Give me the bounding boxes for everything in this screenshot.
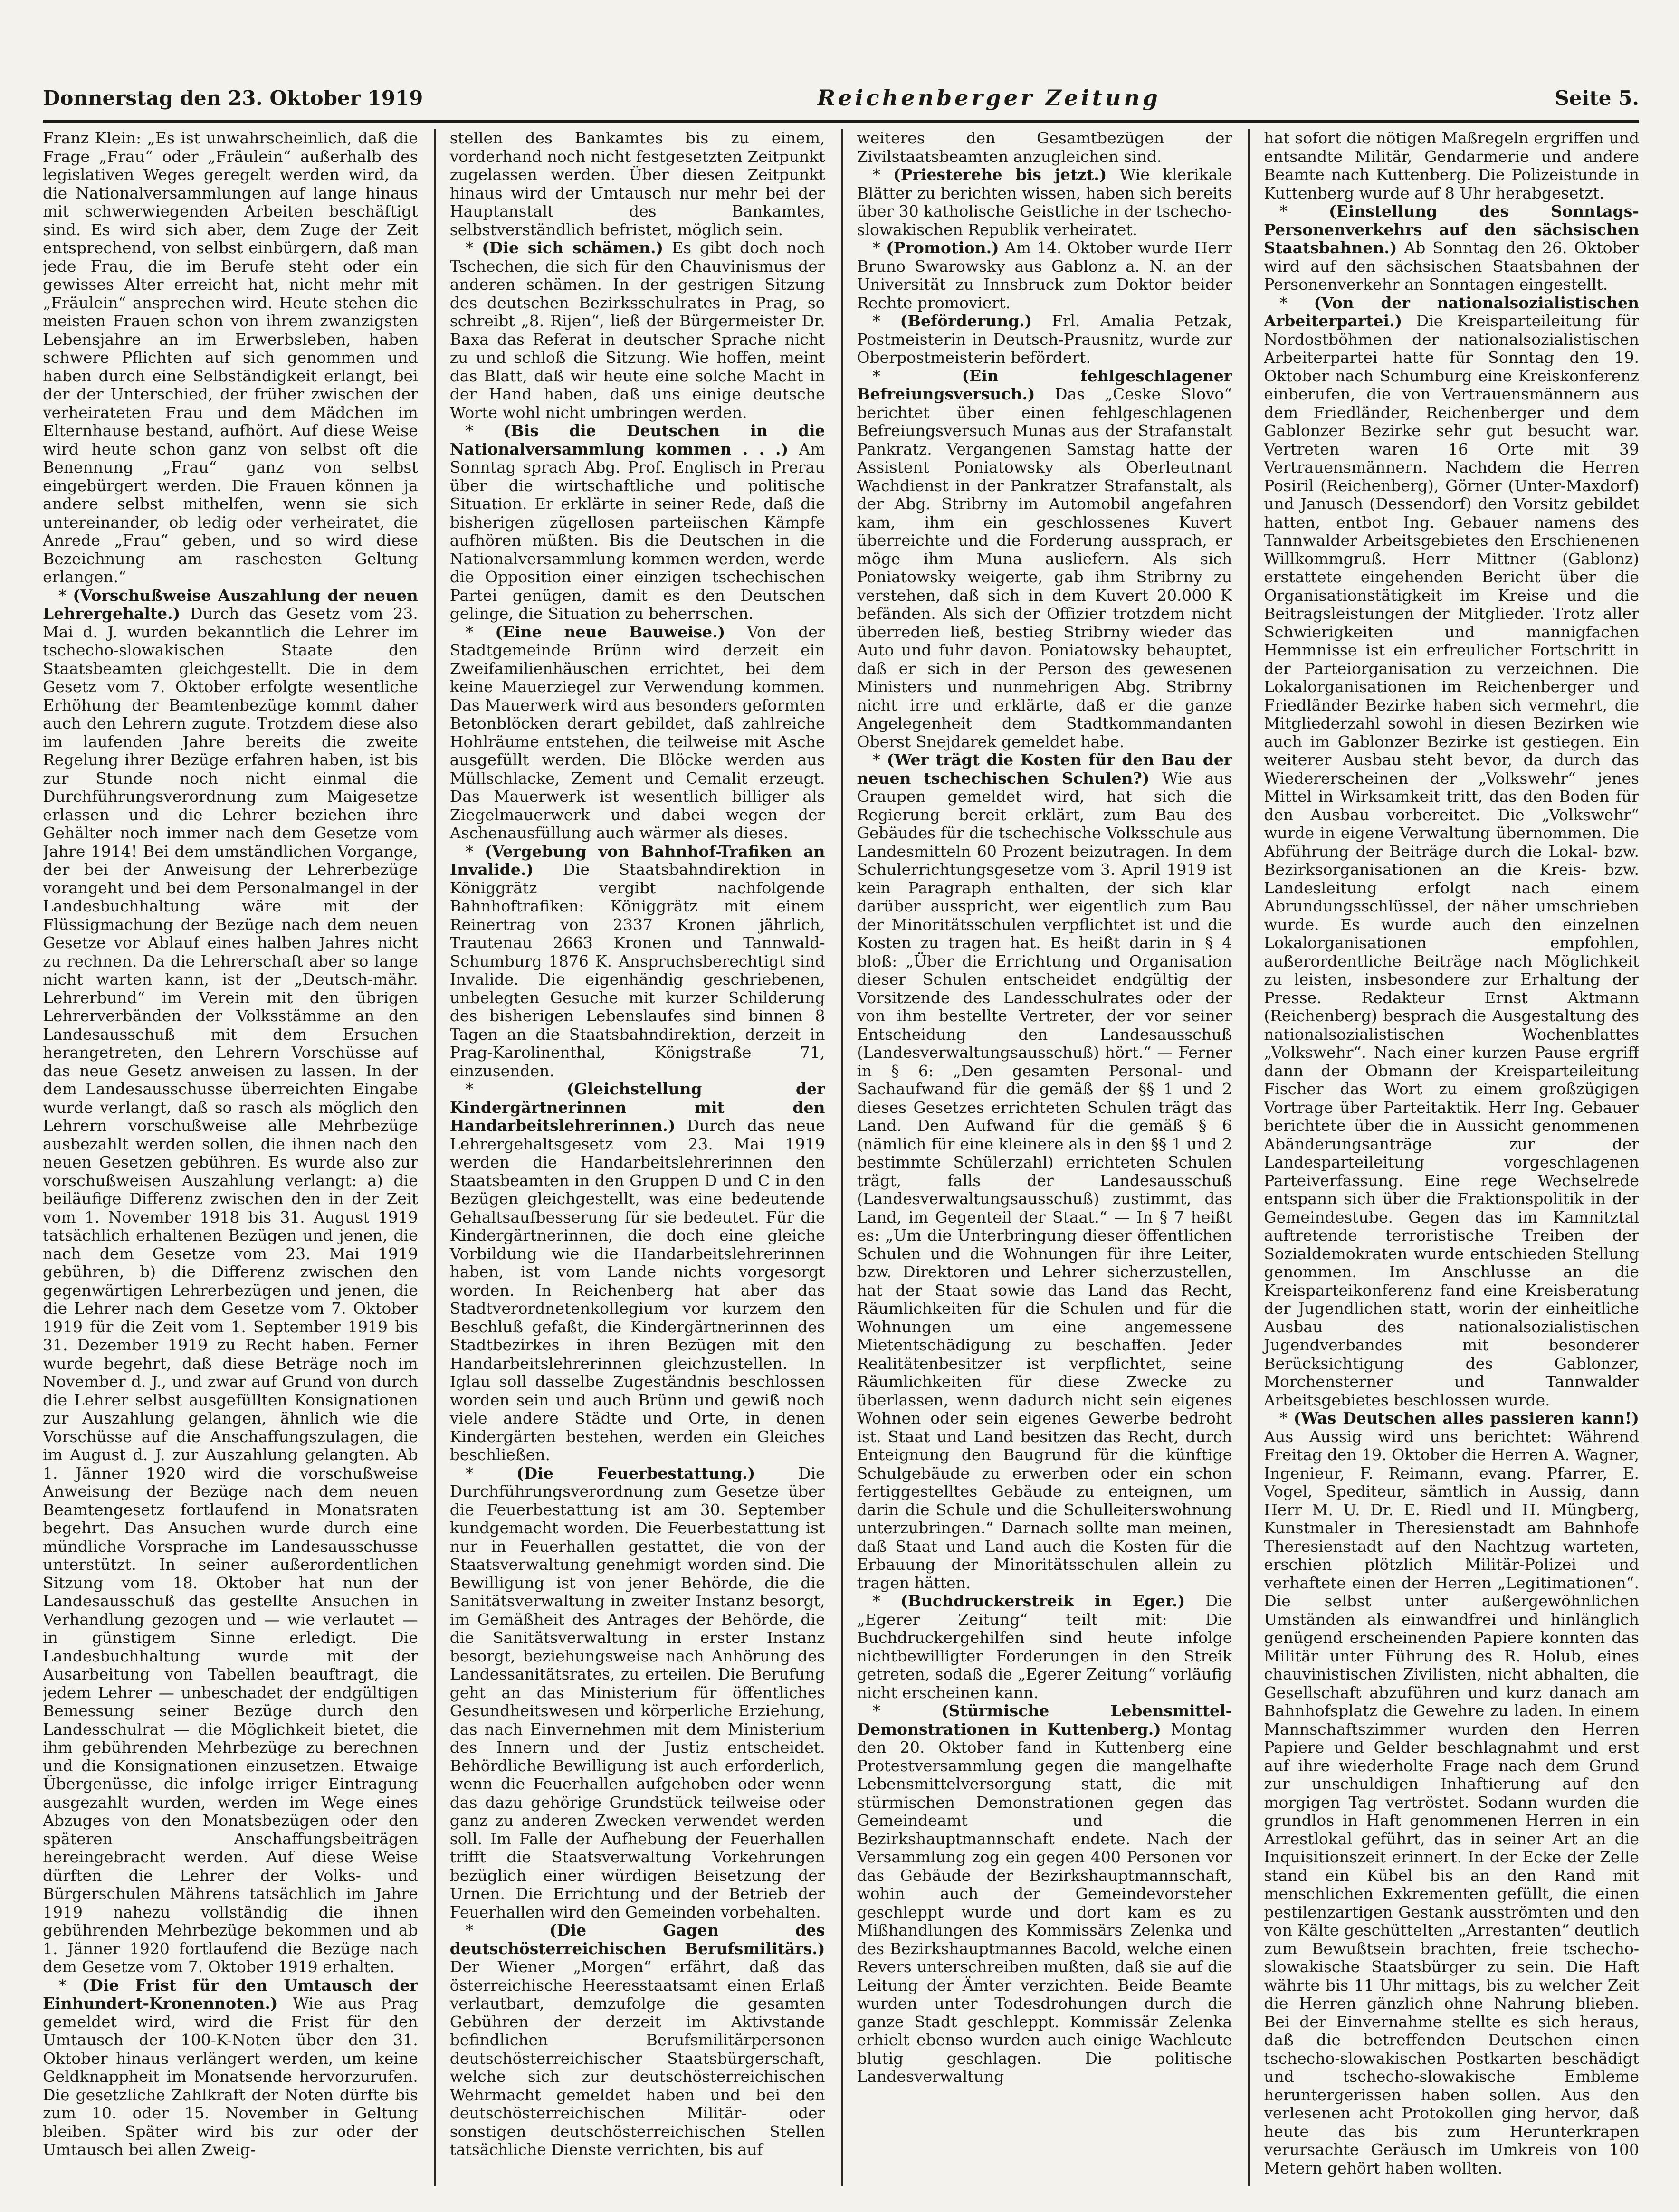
article-heading: (Was Deutschen alles passieren kann!) (1293, 1409, 1639, 1427)
article-heading: (Ein fehlgeschlagener Befreiungsversuch.) (857, 366, 1232, 403)
article-text: Wie aus Graupen gemeldet wird, hat sich die Regierung bereit erklärt, zum Bau des Gebäudes für die tschechische Volksschule aus Landesmitteln 60 Prozent beizutragen. In dem Schulerrichtungsgesetze vom 3. April 1919 ist kein Paragraph enthalten, der sich klar darüber ausspricht, wer eigentlich zum Bau der Minoritätsschulen verpflichtet ist und die Kosten zu tragen hat. Es heißt darin in § 4 bloß: „Über die Errichtung und Organisation dieser Schulen entscheidet endgültig der Vorsitzende des Landesschulrates oder der von ihm bestellte Vertreter, der vor seiner Entscheidung den Landesausschuß (Landesverwaltungsausschuß) hört.“ — Ferner in § 6: „Den gesamten Personal- und Sachaufwand für die gemäß der §§ 1 und 2 dieses Gesetzes errichteten Schulen trägt das Land. Den Aufwand für die gemäß § 6 (nämlich für eine kleinere als in den §§ 1 und 2 bestimmte Schülerzahl) errichteten Schulen trägt, falls der Landesausschuß (Landesverwaltungsausschuß) zustimmt, das Land, im Gegenteil der Staat.“ — In § 7 heißt es: „Um die Unterbringung dieser öffentlichen Schulen und die Wohnungen für ihre Leiter, bzw. Direktoren und Lehrer sicherzustellen, hat der Staat sowie das Land das Recht, Räumlichkeiten für die Schulen und für die Wohnungen um eine angemessene Mietentschädigung zu beschaffen. Jeder Realitätenbesitzer ist verpflichtet, seine Räumlichkeiten für diese Zwecke zu überlassen, wenn dadurch nicht sein eigenes Wohnen oder sein eigenes Gewerbe bedroht ist. Staat und Land besitzen das Recht, durch Enteignung den Baugrund für die künftige Schulgebäude zu erwerben oder ein schon fertiggestelltes Gebäude zu enteignen, um darin die Schule und die Schulleiterswohnung unterzubringen.“ Darnach sollte man meinen, daß Staat und Land auch die Kosten für die Erbauung der Minoritätsschulen allein zu tragen hätten. (857, 769, 1232, 1592)
article-heading: (Vergebung von Bahnhof-Trafiken an Invalide.) (449, 842, 825, 879)
article-heading: (Die Gagen des deutschösterreichischen Berufsmilitärs.) (449, 1921, 825, 1958)
article-heading: (Promotion.) (886, 238, 999, 257)
article-heading: (Die sich schämen.) (482, 238, 664, 257)
article-heading: (Von der nationalsozialistischen Arbeiterpartei.) (1264, 293, 1639, 330)
article-text: Franz Klein: „Es ist unwahrscheinlich, daß die Frage „Frau“ oder „Fräulein“ außerhalb des legislativen Weges geregelt werden wird, da die Nationalversammlungen auf lange hinaus mit schwerwiegenden Arbeiten beschäftigt sind. Es wird sich aber, dem Zuge der Zeit entsprechend, von selbst einbürgern, daß man jede Frau, die im Berufe steht oder ein gewisses Alter erreicht hat, nicht mehr mit „Fräulein“ ansprechen wird. Heute stehen die meisten Frauen schon von ihrem zwanzigsten Lebensjahre an im Erwerbsleben, haben schwere Pflichten auf sich genommen und haben durch eine Selbständigkeit erlangt, bei der der Unterschied, der früher zwischen der verheirateten Frau und dem Mädchen im Elternhause bestand, aufhört. Auf diese Weise wird heute schon ganz von selbst oft die Benennung „Frau“ ganz von selbst eingebürgert werden. Die Frauen können ja andere selbst mithelfen, wenn sie sich untereinander, ob ledig oder verheiratet, die Anrede „Frau“ geben, und so wird diese Bezeichnung am raschesten Geltung erlangen.“ (43, 129, 418, 586)
article: * (Beförderung.) Frl. Amalia Petzak, Postmeisterin in Deutsch-Prausnitz, wurde zur Oberpostmeisterin befördert. (857, 312, 1232, 367)
article: * (Priesterehe bis jetzt.) Wie klerikale Blätter zu berichten wissen, haben sich bereits über 30 katholische Geistliche in der tschecho-slowakischen Republik verheiratet. (857, 165, 1232, 239)
article (857, 129, 1232, 166)
article: * (Eine neue Bauweise.) Von der Stadtgemeinde Brünn wird derzeit ein Zweifamilienhäuschen errichtet, bei dem keine Mauerziegel zur Verwendung kommen. Das Mauerwerk wird aus besonders geformten Betonblöcken derart gebildet, daß zahlreiche Hohlräume entstehen, die teilweise mit Asche ausgefüllt werden. Die Blöcke werden aus Müllschlacke, Zement und Cemalit erzeugt. Das Mauerwerk ist wesentlich billiger als Ziegelmauerwerk und dabei wegen der Aschenausfüllung auch wärmer als dieses. (449, 622, 825, 842)
header-rule (43, 120, 1639, 123)
article-text: Die Staatsbahndirektion in Königgrätz vergibt nachfolgende Bahnhoftrafiken: Königgrätz mit einem Reinertrag von 2337 Kronen jährlich, Trautenau 2663 Kronen und Tannwald-Schumburg 1876 K. Anspruchsberechtigt sind Invalide. Die eigenhändig geschriebenen, unbelegten Gesuche mit kurzer Schilderung des bisherigen Lebenslaufes sind binnen 8 Tagen an die Staatsbahndirektion, derzeit in Prag-Karolinenthal, Königstraße 71, einzusenden. (449, 860, 825, 1080)
article-heading: (Eine neue Bauweise.) (495, 622, 725, 641)
article: * (Die sich schämen.) Es gibt doch noch Tschechen, die sich für den Chauvinismus der anderen schämen. In der gestrigen Sitzung des deutschen Bezirksschulrates in Prag, so schreibt „8. Rijen“, ließ der Bürgermeister Dr. Baxa das Referat in deutscher Sprache nicht zu und schloß die Sitzung. Wie hoffen, meint das Blatt, daß wir heute eine solche Macht in der Hand haben, daß uns einige deutsche Worte wohl nicht umbringen werden. (449, 238, 825, 422)
article: * (Von der nationalsozialistischen Arbeiterpartei.) Die Kreisparteileitung für Nordostböhmen der nationalsozialistischen Arbeiterpartei hatte für Sonntag den 19. Oktober nach Schumburg eine Kreiskonferenz einberufen, die von Vertrauensmännern aus dem Friedländer, Reichenberger und dem Gablonzer Bezirke sehr gut besucht war. Vertreten waren 16 Orte mit 39 Vertrauensmännern. Nachdem die Herren Posiril (Reichenberg), Görner (Unter-Maxdorf) und Janusch (Dessendorf) den Vorsitz gebildet hatten, entbot Ing. Gebauer namens des Tannwalder Arbeitsgebietes den Erschienenen Willkommgruß. Herr Mittner (Gablonz) erstattete eingehenden Bericht über die Organisationstätigkeit im Kreise und die Beitragsleistungen der Mitglieder. Trotz aller Schwierigkeiten und mannigfachen Hemmnisse ist ein erfreulicher Fortschritt in der Parteiorganisation zu verzeichnen. Die Lokalorganisationen im Reichenberger und Friedländer Bezirke haben sich vermehrt, die Mitgliederzahl sowohl in diesen Bezirken wie auch im Gablonzer Bezirke ist gestiegen. Ein weiterer Ausbau steht bevor, da durch das Wiedererscheinen der „Volkswehr“ jenes Mittel in Wirksamkeit tritt, das den Boden für den Ausbau vorbereitet. Die „Volkswehr“ wurde in eigene Verwaltung übernommen. Die Abführung der Beiträge durch die Lokal- bzw. Bezirksorganisationen an die Kreis- bzw. Landesleitung erfolgt nach einem Abrundungsschlüssel, der näher umschrieben wurde. Es wurde auch den einzelnen Lokalorganisationen empfohlen, außerordentliche Beiträge nach Möglichkeit zu leisten, insbesondere zur Erhaltung der Presse. Redakteur Ernst Aktmann (Reichenberg) besprach die Ausgestaltung des nationalsozialistischen Wochenblattes „Volkswehr“. Nach einer kurzen Pause ergriff dann der Obmann der Kreisparteileitung Fischer das Wort zu einem großzügigen Vortrage über Parteitaktik. Herr Ing. Gebauer berichtete über die in Aussicht genommenen Abänderungsanträge zur der Landesparteileitung vorgeschlagenen Parteiverfassung. Eine rege Wechselrede entspann sich über die Fraktionspolitik in der Gemeindestube. Gegen das im Kamnitztal auftretende terroristische Treiben der Sozialdemokraten wurde entschieden Stellung genommen. Im Anschlusse an die Kreisparteikonferenz fand eine Kreisberatung der Jugendlichen statt, worin der einheitliche Ausbau des nationalsozialistischen Jugendverbandes mit besonderer Berücksichtigung des Gablonzer, Morchensterner und Tannwalder Arbeitsgebietes beschlossen wurde. (1264, 293, 1639, 1409)
article-text: Der Wiener „Morgen“ erfährt, daß das österreichische Heeresstaatsamt einen Erlaß verlautbart, demzufolge die gesamten Gebühren der derzeit im Aktivstande befindlichen Berufsmilitärpersonen deutschösterreichischer Staatsbürgerschaft, welche sich zur deutschösterreichischen Wehrmacht gemeldet haben und bei den deutschösterreichischen Militär- oder sonstigen deutschösterreichischen Stellen tatsächliche Dienste verrichten, bis auf (449, 1957, 825, 2159)
article-text: Das „Ceske Slovo“ berichtet über einen fehlgeschlagenen Befreiungsversuch Munas aus der Strafanstalt Pankratz. Vergangenen Samstag hatte der Assistent Poniatowsky als Oberleutnant Wachdienst in der Pankratzer Strafanstalt, als der Abg. Stribrny im Automobil angefahren kam, ihm ein geschlossenes Kuvert überreichte und die Forderung aussprach, er möge ihm Muna ausliefern. Als sich Poniatowsky weigerte, gab ihm Stribrny zu verstehen, daß sich in dem Kuvert 20.000 K befänden. Als sich der Offizier trotzdem nicht überreden ließ, bestieg Stribrny wieder das Auto und fuhr davon. Poniatowsky behauptet, daß er sich in der Person des gewesenen Ministers und nunmehrigen Abg. Stribrny nicht irre und erklärte, daß er die ganze Angelegenheit dem Stadtkommandanten Oberst Snejdarek gemeldet habe. (857, 385, 1232, 751)
article: * (Gleichstellung der Kindergärtnerinnen mit den Handarbeitslehrerinnen.) Durch das neue Lehrergehaltsgesetz vom 23. Mai 1919 werden die Handarbeitslehrerinnen den Staatsbeamten in den Gruppen D und C in den Bezügen gleichgestellt, was eine bedeutende Gehaltsaufbesserung für sie bedeutet. Für die Kindergärtnerinnen, die doch eine gleiche Vorbildung wie die Handarbeitslehrerinnen haben, ist vom Lande nichts vorgesorgt worden. In Reichenberg hat aber das Stadtverordnetenkollegium vor kurzem den Beschluß gefaßt, die Kindergärtnerinnen des Stadtbezirkes in ihren Bezügen mit den Handarbeitslehrerinnen gleichzustellen. In Iglau soll dasselbe Zugeständnis beschlossen worden sein und auch Brünn und gewiß noch viele andere Städte und Orte, in denen Kindergärten bestehen, werden ein Gleiches beschließen. (449, 1080, 825, 1464)
article-text: weiteres den Gesamtbezügen der Zivilstaatsbeamten anzugleichen sind. (857, 129, 1232, 166)
text-columns (43, 129, 1639, 2186)
article (450, 129, 825, 239)
article-text: Durch das Gesetz vom 23. Mai d. J. wurden bekanntlich die Lehrer im tschecho-slowakischen Staate den Staatsbeamten gleichgestellt. Die in dem Gesetz vom 7. Oktober erfolgte wesentliche Erhöhung der Beamtenbezüge kommt daher auch den Lehrern zugute. Trotzdem diese also im laufenden Jahre bereits die zweite Regelung ihrer Bezüge erfahren haben, ist bis zur Stunde noch nicht einmal die Durchführungsverordnung zum Maigesetze erlassen und die Lehrer beziehen ihre Gehälter noch immer nach dem Gesetze vom Jahre 1914! Bei dem umständlichen Vorgange, der bei der Anweisung der Lehrerbezüge vorangeht und bei dem Personalmangel in der Landesbuchhaltung wäre mit der Flüssigmachung der Bezüge nach dem neuen Gesetze vor Ablauf eines halben Jahres nicht zu rechnen. Da die Lehrerschaft aber so lange nicht warten kann, ist der „Deutsch-mähr. Lehrerbund“ im Verein mit den übrigen Lehrerverbänden der Volksstämme an den Landesausschuß mit dem Ersuchen herangetreten, den Lehrern Vorschüsse auf das neue Gesetz anweisen zu lassen. In der dem Landesausschusse überreichten Eingabe wurde verlangt, daß so rasch als möglich den Lehrern vorschußweise alle Mehrbezüge ausbezahlt werden sollen, die ihnen nach den neuen Gesetzen gebühren. Es wurde also zur vorschußweisen Auszahlung verlangt: a) die beiläufige Differenz zwischen den in der Zeit vom 1. November 1918 bis 31. August 1919 tatsächlich erhaltenen Bezügen und jenen, die nach dem Gesetze vom 23. Mai 1919 gebühren, b) die Differenz zwischen den gegenwärtigen Lehrerbezügen und jenen, die die Lehrer nach dem Gesetze vom 7. Oktober 1919 für die Zeit vom 1. September 1919 bis 31. Dezember 1919 zu Recht haben. Ferner wurde begehrt, daß diese Beträge noch im November d. J., und zwar auf Grund von durch die Lehrer selbst ausgefüllten Konsignationen zur Auszahlung gelangen, ähnlich wie die Vorschüsse auf die Anschaffungszulagen, die im August d. J. zur Auszahlung gelangten. Ab 1. Jänner 1920 wird die vorschußweise Anweisung der Bezüge nach dem neuen Beamtengesetz fortlaufend in Monatsraten begehrt. Das Ansuchen wurde durch eine mündliche Vorsprache im Landesausschusse unterstützt. In seiner außerordentlichen Sitzung vom 18. Oktober hat nun der Landesausschuß das gestellte Ansuchen in Verhandlung gezogen und — wie verlautet — in günstigem Sinne erledigt. Die Landesbuchhaltung wurde mit der Ausarbeitung von Tabellen beauftragt, die jedem Lehrer — unbeschadet der endgültigen Bemessung seiner Bezüge durch den Landesschulrat — die Möglichkeit bietet, die ihm gebührenden Mehrbezüge zu berechnen und die Konsignationen einzusetzen. Etwaige Übergenüsse, die infolge irriger Eintragung ausgezahlt wurden, werden im Wege eines Abzuges von den Monatsbezügen oder den späteren Anschaffungsbeiträgen hereingebracht werden. Auf diese Weise dürften die Lehrer der Volks- und Bürgerschulen Mährens tatsächlich im Jahre 1919 nahezu vollständig die ihnen gebührenden Mehrbezüge bekommen und ab 1. Jänner 1920 fortlaufend die Bezüge nach dem Gesetze vom 7. Oktober 1919 erhalten. (43, 604, 418, 1976)
article-text: Montag den 20. Oktober fand in Kuttenberg eine Protestversammlung gegen die mangelhafte Lebensmittelversorgung statt, die mit stürmischen Demonstrationen gegen das Gemeindeamt und die Bezirkshauptmannschaft endete. Nach der Versammlung zog ein gegen 400 Personen vor das Gebäude der Bezirkshauptmannschaft, wohin auch der Gemeindevorsteher geschleppt wurde und dort kam es zu Mißhandlungen des Kommissärs Zelenka und des Bezirkshauptmannes Bacold, welche einen Revers unterschreiben mußten, daß sie auf die Leitung der Ämter verzichten. Beide Beamte wurden unter Todesdrohungen durch die ganze Stadt geschleppt. Kommissär Zelenka erhielt ebenso wurden auch einige Wachleute blutig geschlagen. Die politische Landesverwaltung (857, 1719, 1232, 2086)
article: * (Ein fehlgeschlagener Befreiungsversuch.) Das „Ceske Slovo“ berichtet über einen fehlgeschlagenen Befreiungsversuch Munas aus der Strafanstalt Pankratz. Vergangenen Samstag hatte der Assistent Poniatowsky als Oberleutnant Wachdienst in der Pankratzer Strafanstalt, als der Abg. Stribrny im Automobil angefahren kam, ihm ein geschlossenes Kuvert überreichte und die Forderung aussprach, er möge ihm Muna ausliefern. Als sich Poniatowsky weigerte, gab ihm Stribrny zu verstehen, daß sich in dem Kuvert 20.000 K befänden. Als sich der Offizier trotzdem nicht überreden ließ, bestieg Stribrny wieder das Auto und fuhr davon. Poniatowsky behauptet, daß er sich in der Person des gewesenen Ministers und nunmehrigen Abg. Stribrny nicht irre und erklärte, daß er die ganze Angelegenheit dem Stadtkommandanten Oberst Snejdarek gemeldet habe. (857, 366, 1232, 751)
page-number: Seite 5. (1555, 86, 1639, 110)
article (43, 129, 418, 587)
article: * (Vorschußweise Auszahlung der neuen Lehrergehalte.) Durch das Gesetz vom 23. Mai d. J. wurden bekanntlich die Lehrer im tschecho-slowakischen Staate den Staatsbeamten gleichgestellt. Die in dem Gesetz vom 7. Oktober erfolgte wesentliche Erhöhung der Beamtenbezüge kommt daher auch den Lehrern zugute. Trotzdem diese also im laufenden Jahre bereits die zweite Regelung ihrer Bezüge erfahren haben, ist bis zur Stunde noch nicht einmal die Durchführungsverordnung zum Maigesetze erlassen und die Lehrer beziehen ihre Gehälter noch immer nach dem Gesetze vom Jahre 1914! Bei dem umständlichen Vorgange, der bei der Anweisung der Lehrerbezüge vorangeht und bei dem Personalmangel in der Landesbuchhaltung wäre mit der Flüssigmachung der Bezüge nach dem neuen Gesetze vor Ablauf eines halben Jahres nicht zu rechnen. Da die Lehrerschaft aber so lange nicht warten kann, ist der „Deutsch-mähr. Lehrerbund“ im Verein mit den übrigen Lehrerverbänden der Volksstämme an den Landesausschuß mit dem Ersuchen herangetreten, den Lehrern Vorschüsse auf das neue Gesetz anweisen zu lassen. In der dem Landesausschusse überreichten Eingabe wurde verlangt, daß so rasch als möglich den Lehrern vorschußweise alle Mehrbezüge ausbezahlt werden sollen, die ihnen nach den neuen Gesetzen gebühren. Es wurde also zur vorschußweisen Auszahlung verlangt: a) die beiläufige Differenz zwischen den in der Zeit vom 1. November 1918 bis 31. August 1919 tatsächlich erhaltenen Bezügen und jenen, die nach dem Gesetze vom 23. Mai 1919 gebühren, b) die Differenz zwischen den gegenwärtigen Lehrerbezügen und jenen, die die Lehrer nach dem Gesetze vom 7. Oktober 1919 für die Zeit vom 1. September 1919 bis 31. Dezember 1919 zu Recht haben. Ferner wurde begehrt, daß diese Beträge noch im November d. J., und zwar auf Grund von durch die Lehrer selbst ausgefüllten Konsignationen zur Auszahlung gelangen, ähnlich wie die Vorschüsse auf die Anschaffungszulagen, die im August d. J. zur Auszahlung gelangten. Ab 1. Jänner 1920 wird die vorschußweise Anweisung der Bezüge nach dem neuen Beamtengesetz fortlaufend in Monatsraten begehrt. Das Ansuchen wurde durch eine mündliche Vorsprache im Landesausschusse unterstützt. In seiner außerordentlichen Sitzung vom 18. Oktober hat nun der Landesausschuß das gestellte Ansuchen in Verhandlung gezogen und — wie verlautet — in günstigem Sinne erledigt. Die Landesbuchhaltung wurde mit der Ausarbeitung von Tabellen beauftragt, die jedem Lehrer — unbeschadet der endgültigen Bemessung seiner Bezüge durch den Landesschulrat — die Möglichkeit bietet, die ihm gebührenden Mehrbezüge zu berechnen und die Konsignationen einzusetzen. Etwaige Übergenüsse, die infolge irriger Eintragung ausgezahlt wurden, werden im Wege eines Abzuges von den Monatsbezügen oder den späteren Anschaffungsbeiträgen hereingebracht werden. Auf diese Weise dürften die Lehrer der Volks- und Bürgerschulen Mährens tatsächlich im Jahre 1919 nahezu vollständig die ihnen gebührenden Mehrbezüge bekommen und ab 1. Jänner 1920 fortlaufend die Bezüge nach dem Gesetze vom 7. Oktober 1919 erhalten. (43, 586, 418, 1976)
column-2 (434, 129, 825, 2186)
article-text: Am Sonntag sprach Abg. Prof. Englisch in Prerau über die wirtschaftliche und politische Situation. Er erklärte in seiner Rede, daß die bisherigen zügellosen parteiischen Kämpfe aufhören müßten. Bis die Deutschen in die Nationalversammlung kommen werden, werde die Opposition einer einzigen tschechischen Partei genügen, damit es den Deutschen gelinge, die Situation zu beherrschen. (449, 439, 825, 623)
article-heading: (Die Feuerbestattung.) (516, 1463, 755, 1482)
article-text: Die „Egerer Zeitung“ teilt mit: Die Buchdruckergehilfen sind heute infolge nichtbewilligter Forderungen in den Streik getreten, sodaß die „Egerer Zeitung“ vorläufig nicht erscheinen kann. (857, 1592, 1232, 1702)
article: * (Die Gagen des deutschösterreichischen Berufsmilitärs.) Der Wiener „Morgen“ erfährt, daß das österreichische Heeresstaatsamt einen Erlaß verlautbart, demzufolge die gesamten Gebühren der derzeit im Aktivstande befindlichen Berufsmilitärpersonen deutschösterreichischer Staatsbürgerschaft, welche sich zur deutschösterreichischen Wehrmacht gemeldet haben und bei den deutschösterreichischen Militär- oder sonstigen deutschösterreichischen Stellen tatsächliche Dienste verrichten, bis auf (449, 1921, 825, 2159)
article-heading: (Buchdruckerstreik in Eger.) (900, 1592, 1185, 1610)
article-text: Wie klerikale Blätter zu berichten wissen, haben sich bereits über 30 katholische Geistliche in der tschecho-slowakischen Republik verheiratet. (857, 165, 1232, 239)
article: * (Was Deutschen alles passieren kann!) Aus Aussig wird uns berichtet: Während Freitag den 19. Oktober die Herren A. Wagner, Ingenieur, F. Reimann, evang. Pfarrer, E. Vogel, Spediteur, sämtlich in Aussig, dann Herr M. U. Dr. E. Riedl und H. Müngberg, Kunstmaler in Theresienstadt am Bahnhofe Theresienstadt auf den Nachtzug warteten, erschien plötzlich Militär-Polizei und verhaftete einen der Herren „Legitimationen“. Die selbst unter außergewöhnlichen Umständen als einwandfrei und hinlänglich genügend erscheinenden Papiere konnten das Militär unter Führung des R. Holub, eines chauvinistischen Zivilisten, nicht abhalten, die Gesellschaft abzuführen und kurz danach am Bahnhofsplatz die Gewehre zu laden. In einem Mannschaftszimmer wurden den Herren Papiere und Gelder beschlagnahmt und erst auf ihre wiederholte Frage nach dem Grund zur unschuldigen Inhaftierung auf den morgigen Tag vertröstet. Sodann wurden die grundlos in Haft genommenen Herren in ein Arrestlokal geführt, das in seiner Art an die Inquisitionszeit erinnert. In der Ecke der Zelle stand ein Kübel bis an den Rand mit menschlichen Exkrementen gefüllt, die einen pestilenzartigen Gestank ausströmten und den von Kälte geschüttelten „Arrestanten“ deutlich zum Bewußtsein brachten, freie tschecho-slowakische Staatsbürger zu sein. Die Haft währte bis 11 Uhr mittags, bis zu welcher Zeit die Herren gänzlich ohne Nahrung blieben. Bei der Einvernahme stellte es sich heraus, daß die betreffenden Deutschen einen tschecho-slowakischen Postkarten beschädigt und tschecho-slowakische Embleme heruntergerissen haben sollen. Aus den verlesenen acht Protokollen ging hervor, daß heute das bis zum Herunterkrapen verursachte Geräusch im Umkreis von 100 Metern gehört haben wollten. (1264, 1409, 1639, 2177)
article-text: stellen des Bankamtes bis zu einem, vorderhand noch nicht festgesetzten Zeitpunkt zugelassen werden. Über diesen Zeitpunkt hinaus wird der Umtausch nur mehr bei der Hauptanstalt des Bankamtes, selbstverständlich befristet, möglich sein. (449, 129, 825, 239)
article-heading: (Stürmische Lebensmittel-Demonstrationen in Kuttenberg.) (857, 1701, 1232, 1738)
masthead: Reichenberger Zeitung (817, 85, 1161, 111)
article-text: Von der Stadtgemeinde Brünn wird derzeit ein Zweifamilienhäuschen errichtet, bei dem keine Mauerziegel zur Verwendung kommen. Das Mauerwerk wird aus besonders geformten Betonblöcken derart gebildet, daß zahlreiche Hohlräume entstehen, die teilweise mit Asche ausgefüllt werden. Die Blöcke werden aus Müllschlacke, Zement und Cemalit erzeugt. Das Mauerwerk ist wesentlich billiger als Ziegelmauerwerk und dabei wegen der Aschenausfüllung auch wärmer als dieses. (449, 622, 825, 842)
article: * (Einstellung des Sonntags-Personenverkehrs auf den sächsischen Staatsbahnen.) Ab Sonntag den 26. Oktober wird auf den sächsischen Staatsbahnen der Personenverkehr an Sonntagen eingestellt. (1264, 202, 1639, 294)
article-heading: (Gleichstellung der Kindergärtnerinnen mit den Handarbeitslehrerinnen.) (449, 1080, 825, 1135)
column-1 (43, 129, 418, 2186)
article-text: Frl. Amalia Petzak, Postmeisterin in Deutsch-Prausnitz, wurde zur Oberpostmeisterin befördert. (857, 312, 1232, 367)
article: * (Wer trägt die Kosten für den Bau der neuen tschechischen Schulen?) Wie aus Graupen gemeldet wird, hat sich die Regierung bereit erklärt, zum Bau des Gebäudes für die tschechische Volksschule aus Landesmitteln 60 Prozent beizutragen. In dem Schulerrichtungsgesetze vom 3. April 1919 ist kein Paragraph enthalten, der sich klar darüber ausspricht, wer eigentlich zum Bau der Minoritätsschulen verpflichtet ist und die Kosten zu tragen hat. Es heißt darin in § 4 bloß: „Über die Errichtung und Organisation dieser Schulen entscheidet endgültig der Vorsitzende des Landesschulrates oder der von ihm bestellte Vertreter, der vor seiner Entscheidung den Landesausschuß (Landesverwaltungsausschuß) hört.“ — Ferner in § 6: „Den gesamten Personal- und Sachaufwand für die gemäß der §§ 1 und 2 dieses Gesetzes errichteten Schulen trägt das Land. Den Aufwand für die gemäß § 6 (nämlich für eine kleinere als in den §§ 1 und 2 bestimmte Schülerzahl) errichteten Schulen trägt, falls der Landesausschuß (Landesverwaltungsausschuß) zustimmt, das Land, im Gegenteil der Staat.“ — In § 7 heißt es: „Um die Unterbringung dieser öffentlichen Schulen und die Wohnungen für ihre Leiter, bzw. Direktoren und Lehrer sicherzustellen, hat der Staat sowie das Land das Recht, Räumlichkeiten für die Schulen und für die Wohnungen um eine angemessene Mietentschädigung zu beschaffen. Jeder Realitätenbesitzer ist verpflichtet, seine Räumlichkeiten für diese Zwecke zu überlassen, wenn dadurch nicht sein eigenes Wohnen oder sein eigenes Gewerbe bedroht ist. Staat und Land besitzen das Recht, durch Enteignung den Baugrund für die künftige Schulgebäude zu erwerben oder ein schon fertiggestelltes Gebäude zu enteignen, um darin die Schule und die Schulleiterswohnung unterzubringen.“ Darnach sollte man meinen, daß Staat und Land auch die Kosten für die Erbauung der Minoritätsschulen allein zu tragen hätten. (857, 750, 1232, 1592)
article: * (Promotion.) Am 14. Oktober wurde Herr Bruno Swarowsky aus Gablonz a. N. an der Universität zu Innsbruck zum Doktor beider Rechte promoviert. (857, 238, 1232, 312)
article-text: Die Kreisparteileitung für Nordostböhmen der nationalsozialistischen Arbeiterpartei hatte für Sonntag den 19. Oktober nach Schumburg eine Kreiskonferenz einberufen, die von Vertrauensmännern aus dem Friedländer, Reichenberger und dem Gablonzer Bezirke sehr gut besucht war. Vertreten waren 16 Orte mit 39 Vertrauensmännern. Nachdem die Herren Posiril (Reichenberg), Görner (Unter-Maxdorf) und Janusch (Dessendorf) den Vorsitz gebildet hatten, entbot Ing. Gebauer namens des Tannwalder Arbeitsgebietes den Erschienenen Willkommgruß. Herr Mittner (Gablonz) erstattete eingehenden Bericht über die Organisationstätigkeit im Kreise und die Beitragsleistungen der Mitglieder. Trotz aller Schwierigkeiten und mannigfachen Hemmnisse ist ein erfreulicher Fortschritt in der Parteiorganisation zu verzeichnen. Die Lokalorganisationen im Reichenberger und Friedländer Bezirke haben sich vermehrt, die Mitgliederzahl sowohl in diesen Bezirken wie auch im Gablonzer Bezirke ist gestiegen. Ein weiterer Ausbau steht bevor, da durch das Wiedererscheinen der „Volkswehr“ jenes Mittel in Wirksamkeit tritt, das den Boden für den Ausbau vorbereitet. Die „Volkswehr“ wurde in eigene Verwaltung übernommen. Die Abführung der Beiträge durch die Lokal- bzw. Bezirksorganisationen an die Kreis- bzw. Landesleitung erfolgt nach einem Abrundungsschlüssel, der näher umschrieben wurde. Es wurde auch den einzelnen Lokalorganisationen empfohlen, außerordentliche Beiträge nach Möglichkeit zu leisten, insbesondere zur Erhaltung der Presse. Redakteur Ernst Aktmann (Reichenberg) besprach die Ausgestaltung des nationalsozialistischen Wochenblattes „Volkswehr“. Nach einer kurzen Pause ergriff dann der Obmann der Kreisparteileitung Fischer das Wort zu einem großzügigen Vortrage über Parteitaktik. Herr Ing. Gebauer berichtete über die in Aussicht genommenen Abänderungsanträge zur der Landesparteileitung vorgeschlagenen Parteiverfassung. Eine rege Wechselrede entspann sich über die Fraktionspolitik in der Gemeindestube. Gegen das im Kamnitztal auftretende terroristische Treiben der Sozialdemokraten wurde entschieden Stellung genommen. Im Anschlusse an die Kreisparteikonferenz fand eine Kreisberatung der Jugendlichen statt, worin der einheitliche Ausbau des nationalsozialistischen Jugendverbandes mit besonderer Berücksichtigung des Gablonzer, Morchensterner und Tannwalder Arbeitsgebietes beschlossen wurde. (1264, 312, 1639, 1409)
column-3 (841, 129, 1232, 2186)
article-text: Es gibt doch noch Tschechen, die sich für den Chauvinismus der anderen schämen. In der gestrigen Sitzung des deutschen Bezirksschulrates in Prag, so schreibt „8. Rijen“, ließ der Bürgermeister Dr. Baxa das Referat in deutscher Sprache nicht zu und schloß die Sitzung. Wie hoffen, meint das Blatt, daß wir heute eine solche Macht in der Hand haben, daß uns einige deutsche Worte wohl nicht umbringen werden. (449, 238, 825, 422)
issue-date: Donnerstag den 23. Oktober 1919 (43, 86, 423, 110)
article: * (Buchdruckerstreik in Eger.) Die „Egerer Zeitung“ teilt mit: Die Buchdruckergehilfen sind heute infolge nichtbewilligter Forderungen in den Streik getreten, sodaß die „Egerer Zeitung“ vorläufig nicht erscheinen kann. (857, 1592, 1232, 1702)
article-text: Die Durchführungsverordnung zum Gesetze über die Feuerbestattung ist am 30. September kundgemacht worden. Die Feuerbestattung ist nur in Feuerhallen gestattet, die von der Staatsverwaltung genehmigt worden sind. Die Bewilligung ist von jener Behörde, die die Sanitätsverwaltung in zweiter Instanz besorgt, im Gemäßheit des Antrages der Behörde, die die Sanitätsverwaltung in erster Instanz besorgt, beziehungsweise nach Anhörung des Landessanitätsrates, zu erteilen. Die Berufung geht an das Ministerium für öffentliches Gesundheitswesen und körperliche Erziehung, das nach Einvernehmen mit dem Ministerium des Innern und der Justiz entscheidet. Behördliche Bewilligung ist auch erforderlich, wenn die Feuerhallen aufgehoben oder wenn das dazu gehörige Grundstück teilweise oder ganz zu anderen Zwecken verwendet werden soll. Im Falle der Aufhebung der Feuerhallen trifft die Staatsverwaltung Vorkehrungen bezüglich einer würdigen Beisetzung der Urnen. Die Errichtung und der Betrieb der Feuerhallen wird den Gemeinden vorbehalten. (449, 1463, 825, 1921)
article-text: Ab Sonntag den 26. Oktober wird auf den sächsischen Staatsbahnen der Personenverkehr an Sonntagen eingestellt. (1264, 238, 1639, 294)
article-heading: (Die Frist für den Umtausch der Einhundert-Kronennoten.) (43, 1975, 418, 2013)
article-heading: (Priesterehe bis jetzt.) (893, 165, 1107, 184)
article-text: hat sofort die nötigen Maßregeln ergriffen und entsandte Militär, Gendarmerie und andere Beamte nach Kuttenberg. Die Polizeistunde in Kuttenberg wurde auf 8 Uhr herabgesetzt. (1264, 129, 1639, 202)
article (1264, 129, 1639, 202)
column-4 (1248, 129, 1639, 2186)
article-text: Am 14. Oktober wurde Herr Bruno Swarowsky aus Gablonz a. N. an der Universität zu Innsbruck zum Doktor beider Rechte promoviert. (857, 238, 1232, 312)
article-heading: (Vorschußweise Auszahlung der neuen Lehrergehalte.) (43, 586, 418, 623)
article-text: Aus Aussig wird uns berichtet: Während Freitag den 19. Oktober die Herren A. Wagner, Ingenieur, F. Reimann, evang. Pfarrer, E. Vogel, Spediteur, sämtlich in Aussig, dann Herr M. U. Dr. E. Riedl und H. Müngberg, Kunstmaler in Theresienstadt am Bahnhofe Theresienstadt auf den Nachtzug warteten, erschien plötzlich Militär-Polizei und verhaftete einen der Herren „Legitimationen“. Die selbst unter außergewöhnlichen Umständen als einwandfrei und hinlänglich genügend erscheinenden Papiere konnten das Militär unter Führung des R. Holub, eines chauvinistischen Zivilisten, nicht abhalten, die Gesellschaft abzuführen und kurz danach am Bahnhofsplatz die Gewehre zu laden. In einem Mannschaftszimmer wurden den Herren Papiere und Gelder beschlagnahmt und erst auf ihre wiederholte Frage nach dem Grund zur unschuldigen Inhaftierung auf den morgigen Tag vertröstet. Sodann wurden die grundlos in Haft genommenen Herren in ein Arrestlokal geführt, das in seiner Art an die Inquisitionszeit erinnert. In der Ecke der Zelle stand ein Kübel bis an den Rand mit menschlichen Exkrementen gefüllt, die einen pestilenzartigen Gestank ausströmten und den von Kälte geschüttelten „Arrestanten“ deutlich zum Bewußtsein brachten, freie tschecho-slowakische Staatsbürger zu sein. Die Haft währte bis 11 Uhr mittags, bis zu welcher Zeit die Herren gänzlich ohne Nahrung blieben. Bei der Einvernahme stellte es sich heraus, daß die betreffenden Deutschen einen tschecho-slowakischen Postkarten beschädigt und tschecho-slowakische Embleme heruntergerissen haben sollen. Aus den verlesenen acht Protokollen ging hervor, daß heute das bis zum Herunterkrapen verursachte Geräusch im Umkreis von 100 Metern gehört haben wollten. (1264, 1427, 1639, 2177)
article: * (Vergebung von Bahnhof-Trafiken an Invalide.) Die Staatsbahndirektion in Königgrätz vergibt nachfolgende Bahnhoftrafiken: Königgrätz mit einem Reinertrag von 2337 Kronen jährlich, Trautenau 2663 Kronen und Tannwald-Schumburg 1876 K. Anspruchsberechtigt sind Invalide. Die eigenhändig geschriebenen, unbelegten Gesuche mit kurzer Schilderung des bisherigen Lebenslaufes sind binnen 8 Tagen an die Staatsbahndirektion, derzeit in Prag-Karolinenthal, Königstraße 71, einzusenden. (449, 842, 825, 1080)
article-heading: (Einstellung des Sonntags-Personenverkehrs auf den sächsischen Staatsbahnen.) (1264, 202, 1639, 257)
article-heading: (Bis die Deutschen in die Nationalversammlung kommen . . .) (449, 421, 825, 458)
article-heading: (Beförderung.) (900, 312, 1032, 330)
article: * (Die Frist für den Umtausch der Einhundert-Kronennoten.) Wie aus Prag gemeldet wird, wird die Frist für den Umtausch der 100-K-Noten über den 31. Oktober hinaus verlängert werden, um keine Geldknappheit im Monatsende hervorzurufen. Die gesetzliche Zahlkraft der Noten dürfte bis zum 10. oder 15. November in Geltung bleiben. Später wird bis zur oder der Umtausch bei allen Zweig- (43, 1975, 418, 2159)
page-header (43, 76, 1639, 120)
article-text: Durch das neue Lehrergehaltsgesetz vom 23. Mai 1919 werden die Handarbeitslehrerinnen den Staatsbeamten in den Gruppen D und C in den Bezügen gleichgestellt, was eine bedeutende Gehaltsaufbesserung für sie bedeutet. Für die Kindergärtnerinnen, die doch eine gleiche Vorbildung wie die Handarbeitslehrerinnen haben, ist vom Lande nichts vorgesorgt worden. In Reichenberg hat aber das Stadtverordnetenkollegium vor kurzem den Beschluß gefaßt, die Kindergärtnerinnen des Stadtbezirkes in ihren Bezügen mit den Handarbeitslehrerinnen gleichzustellen. In Iglau soll dasselbe Zugeständnis beschlossen worden sein und auch Brünn und gewiß noch viele andere Städte und Orte, in denen Kindergärten bestehen, werden ein Gleiches beschließen. (449, 1116, 825, 1464)
article: * (Stürmische Lebensmittel-Demonstrationen in Kuttenberg.) Montag den 20. Oktober fand in Kuttenberg eine Protestversammlung gegen die mangelhafte Lebensmittelversorgung statt, die mit stürmischen Demonstrationen gegen das Gemeindeamt und die Bezirkshauptmannschaft endete. Nach der Versammlung zog ein gegen 400 Personen vor das Gebäude der Bezirkshauptmannschaft, wohin auch der Gemeindevorsteher geschleppt wurde und dort kam es zu Mißhandlungen des Kommissärs Zelenka und des Bezirkshauptmannes Bacold, welche einen Revers unterschreiben mußten, daß sie auf die Leitung der Ämter verzichten. Beide Beamte wurden unter Todesdrohungen durch die ganze Stadt geschleppt. Kommissär Zelenka erhielt ebenso wurden auch einige Wachleute blutig geschlagen. Die politische Landesverwaltung (857, 1701, 1232, 2086)
article-heading: (Wer trägt die Kosten für den Bau der neuen tschechischen Schulen?) (857, 750, 1232, 788)
article: * (Die Feuerbestattung.) Die Durchführungsverordnung zum Gesetze über die Feuerbestattung ist am 30. September kundgemacht worden. Die Feuerbestattung ist nur in Feuerhallen gestattet, die von der Staatsverwaltung genehmigt worden sind. Die Bewilligung ist von jener Behörde, die die Sanitätsverwaltung in zweiter Instanz besorgt, im Gemäßheit des Antrages der Behörde, die die Sanitätsverwaltung in erster Instanz besorgt, beziehungsweise nach Anhörung des Landessanitätsrates, zu erteilen. Die Berufung geht an das Ministerium für öffentliches Gesundheitswesen und körperliche Erziehung, das nach Einvernehmen mit dem Ministerium des Innern und der Justiz entscheidet. Behördliche Bewilligung ist auch erforderlich, wenn die Feuerhallen aufgehoben oder wenn das dazu gehörige Grundstück teilweise oder ganz zu anderen Zwecken verwendet werden soll. Im Falle der Aufhebung der Feuerhallen trifft die Staatsverwaltung Vorkehrungen bezüglich einer würdigen Beisetzung der Urnen. Die Errichtung und der Betrieb der Feuerhallen wird den Gemeinden vorbehalten. (449, 1463, 825, 1921)
article-text: Wie aus Prag gemeldet wird, wird die Frist für den Umtausch der 100-K-Noten über den 31. Oktober hinaus verlängert werden, um keine Geldknappheit im Monatsende hervorzurufen. Die gesetzliche Zahlkraft der Noten dürfte bis zum 10. oder 15. November in Geltung bleiben. Später wird bis zur oder der Umtausch bei allen Zweig- (43, 1994, 418, 2159)
article: * (Bis die Deutschen in die Nationalversammlung kommen . . .) Am Sonntag sprach Abg. Prof. Englisch in Prerau über die wirtschaftliche und politische Situation. Er erklärte in seiner Rede, daß die bisherigen zügellosen parteiischen Kämpfe aufhören müßten. Bis die Deutschen in die Nationalversammlung kommen werden, werde die Opposition einer einzigen tschechischen Partei genügen, damit es den Deutschen gelinge, die Situation zu beherrschen. (449, 421, 825, 623)
